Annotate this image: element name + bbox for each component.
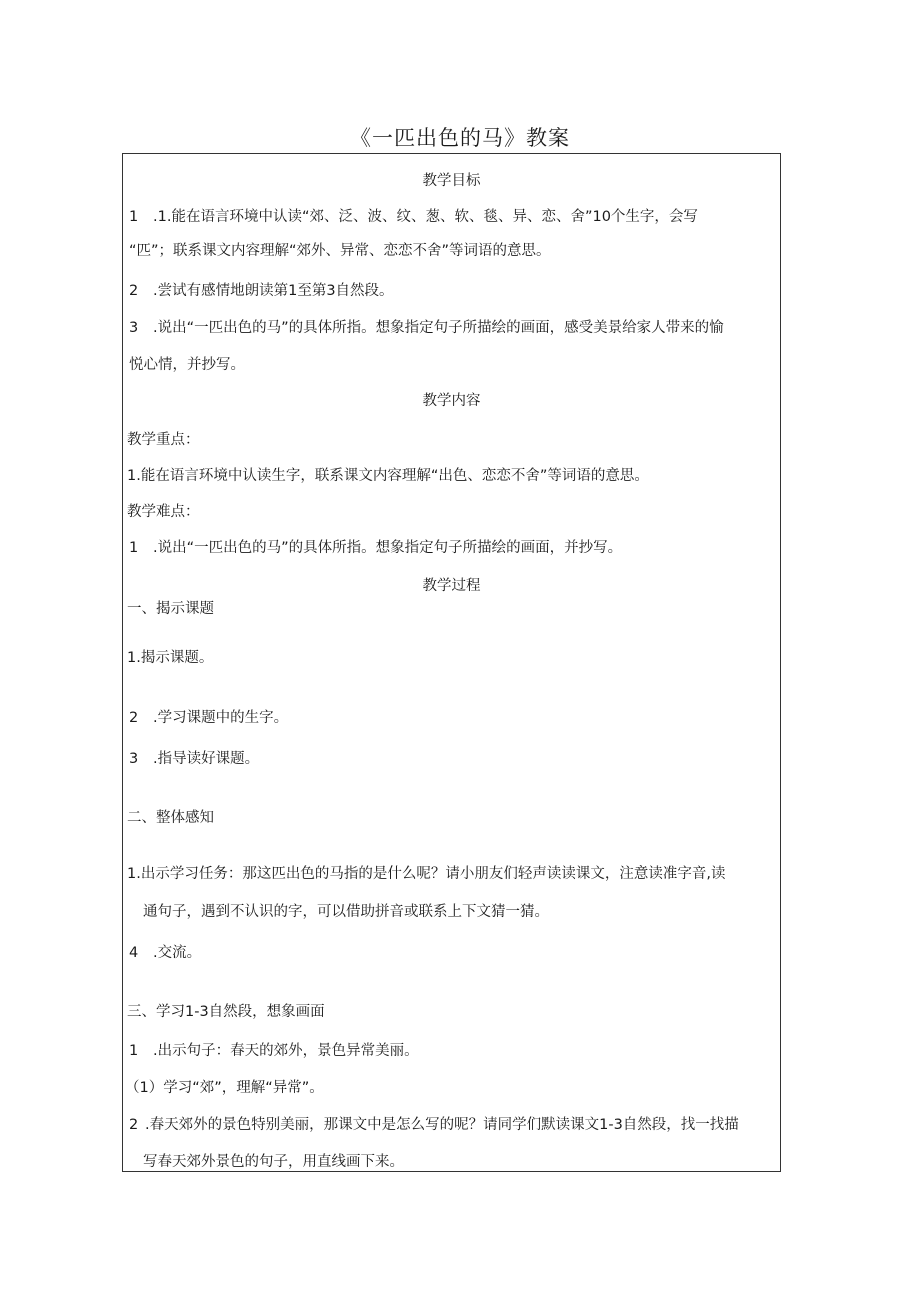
section-1-item-3: 3 .指导读好课题。 <box>129 751 260 767</box>
objective-2: 2 .尝试有感情地朗读第1至第3自然段。 <box>129 283 394 299</box>
objective-1-number: 1 <box>129 209 139 225</box>
section-1-title: 一、揭示课题 <box>127 601 214 617</box>
objective-3-line1: 3 .说出“一匹出色的马”的具体所指。想象指定句子所描绘的画面，感受美景给家人带来的愉 <box>129 320 724 336</box>
section-3-title: 三、学习1-3自然段，想象画面 <box>127 1004 325 1020</box>
section-3-item-2-line1: 2 .春天郊外的景色特别美丽，那课文中是怎么写的呢？请同学们默读课文1-3自然段，找一找描 <box>129 1117 739 1133</box>
difficult-point-1: 1 .说出“一匹出色的马”的具体所指。想象指定句子所描绘的画面，并抄写。 <box>129 540 623 556</box>
difficult-points-label: 教学难点： <box>127 504 200 520</box>
section-3-subitem-1: （1）学习“郊”，理解“异常”。 <box>125 1080 324 1096</box>
document-title: 《一匹出色的马》教案 <box>350 126 570 150</box>
section-3-item-2-line2: 写春天郊外景色的句子，用直线画下来。 <box>143 1154 404 1170</box>
objective-3-number: 3 <box>129 320 139 336</box>
section-3-item-1: 1 .出示句子：春天的郊外，景色异常美丽。 <box>129 1043 419 1059</box>
section-2-item-2: 4 .交流。 <box>129 945 202 961</box>
section-2-item-1-line1: 1.出示学习任务：那这匹出色的马指的是什么呢？请小朋友们轻声读读课文，注意读准字音,读 <box>127 866 726 882</box>
objectives-heading: 教学目标 <box>422 173 481 189</box>
objective-2-number: 2 <box>129 283 139 299</box>
content-heading: 教学内容 <box>422 393 481 409</box>
section-1-item-1: 1.揭示课题。 <box>127 650 214 666</box>
key-points-label: 教学重点： <box>127 432 200 448</box>
section-2-item-1-line2: 通句子，遇到不认识的字，可以借助拼音或联系上下文猜一猜。 <box>143 904 549 920</box>
lesson-plan-table <box>122 153 781 1172</box>
objective-3-line2: 悦心情，并抄写。 <box>129 357 245 373</box>
objective-1-line2: “匹”；联系课文内容理解“郊外、异常、恋恋不舍”等词语的意思。 <box>129 243 551 259</box>
difficult-point-number: 1 <box>129 540 139 556</box>
process-heading: 教学过程 <box>422 578 481 594</box>
section-2-title: 二、整体感知 <box>127 810 214 826</box>
key-point-1: 1.能在语言环境中认读生字，联系课文内容理解“出色、恋恋不舍”等词语的意思。 <box>127 468 649 484</box>
section-1-item-2: 2 .学习课题中的生字。 <box>129 710 289 726</box>
objective-1-line1: 1 .1.能在语言环境中认读“郊、泛、波、纹、葱、软、毯、异、恋、舍”10个生字，会写 <box>129 209 698 225</box>
